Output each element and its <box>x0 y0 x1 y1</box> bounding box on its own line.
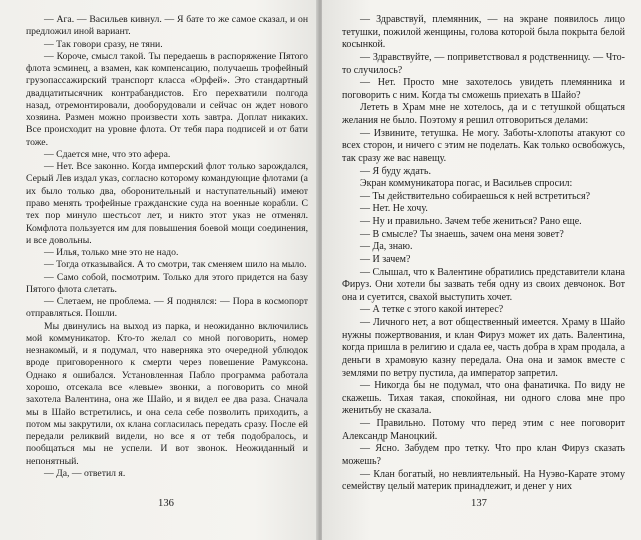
paragraph: — Ясно. Забудем про тетку. Что про клан Фируз сказать можешь? <box>342 443 625 467</box>
paragraph: — Слышал, что к Валентине обратились представители клана Фируз. Они хотели бы зазвать тебя одну из своих девчонок. Вот она и суетится, свахой выступить хочет. <box>342 266 625 303</box>
paragraph: — Никогда бы не подумал, что она фанатичка. По виду не скажешь. Тихая такая, спокойная, ни одного слова мне про женитьбу не сказала. <box>342 380 625 417</box>
paragraph: — Нет. Не хочу. <box>360 203 428 215</box>
page-number: 137 <box>471 498 487 509</box>
paragraph: — Да, знаю. <box>360 241 413 253</box>
paragraph: — Короче, смысл такой. Ты передаешь в распоряжение Пятого флота эсминец, а взамен, как компенсацию, получаешь трофейный грузопассажирский транспорт класса «Орфей». Это стандартный двадцатитысячник контрабандистов. Его перехватили полгода назад, отремонтировали, дооборудовали и сейчас он ждет нового хозяина. Размен можно произвести хоть завтра. Доплат никаких. Все происходит на уровне флота. От тебя пара подписей и от бати тоже. <box>26 50 308 148</box>
right-page <box>322 0 641 540</box>
paragraph: — Ага. — Васильев кивнул. — Я бате то же самое сказал, и он предложил иной вариант. <box>26 14 308 38</box>
paragraph: — Нет. Просто мне захотелось увидеть племянника и поговорить с ним. Когда ты сможешь приехать в Шайо? <box>342 77 625 101</box>
paragraph: — Да, — ответил я. <box>44 467 126 479</box>
paragraph: — Здравствуй, племянник, — на экране появилось лицо тетушки, пожилой женщины, голова которой была покрыта белой косынкой. <box>342 14 625 51</box>
paragraph: — Личного нет, а вот общественный имеется. Храму в Шайо нужны пожертвования, и клан Фируз может их дать. Валентина, когда пришла в религию и сдала ее, часть добра в храм продала, а деньги в храмовую казну передала. Она она и замок вместе с землями по ветру пустила, да император запретил. <box>342 317 625 379</box>
paragraph: Мы двинулись на выход из парка, и неожиданно включились мой коммуникатор. Кто-то желал со мной поговорить, номер незнакомый, и я подумал, что наверняка это очередной ублюдок вроде приговоренного к смерти через повешение Рамуксона. Однако я ошибался. Установленная Пабло программа работала хорошо, отсекала все «левые» звонки, а поговорить со мной захотела Валентина, она же Шайо, и я видел ее два раза. Сначала мы в Шайо встретились, и она села себе позволить приходить, а потом мы закрутили, ох клана согласилась передать сразу. После ей передали реликвий видели, но все я от тебя подобралось, и пообщаться мы не успели. И вот звонок. Неожиданный и непонятный. <box>26 320 308 467</box>
paragraph: Экран коммуникатора погас, и Васильев спросил: <box>360 178 573 190</box>
paragraph: — Ну и правильно. Зачем тебе жениться? Рано еще. <box>360 216 582 227</box>
paragraph: — Клан богатый, но невлиятельный. На Нуэво-Карате этому семейству целый материк принадлежит, и денег у них <box>342 468 625 493</box>
paragraph: — Сдается мне, что это афера. <box>44 148 171 160</box>
paragraph: — Здравствуйте, — поприветствовал я родственницу. — Что-то случилось? <box>342 51 625 76</box>
paragraph: — А тетке с этого какой интерес? <box>360 304 504 316</box>
paragraph: — В смысле? Ты знаешь, зачем она меня зовет? <box>360 228 564 240</box>
paragraph: — Правильно. Потому что перед этим с нее поговорит Александр Маноцкий. <box>342 418 625 442</box>
paragraph: — И зачем? <box>360 253 411 265</box>
paragraph: — Извините, тетушка. Не могу. Заботы-хлопоты атакуют со всех сторон, и ничего с этим не поделать. Как только освобожусь, так сразу же вас навещу. <box>342 127 625 164</box>
right-page-text <box>342 14 625 494</box>
left-page-text <box>26 14 308 480</box>
paragraph: — Я буду ждать. <box>360 165 431 177</box>
page-number: 136 <box>158 498 174 509</box>
paragraph: — Тогда отказывайся. А то смотри, так сменяем шило на мыло. <box>44 259 307 271</box>
paragraph: — Так говори сразу, не тяни. <box>44 38 163 50</box>
paragraph: — Само собой, посмотрим. Только для этого придется на базу Пятого флота слетать. <box>26 271 308 295</box>
left-page <box>0 0 318 540</box>
paragraph: Лететь в Храм мне не хотелось, да и с тетушкой общаться желания не было. Поэтому я решил отговориться делами: <box>342 102 625 126</box>
paragraph: — Илья, только мне это не надо. <box>44 247 179 259</box>
paragraph: — Слетаем, не проблема. — Я поднялся: — Пора в космопорт отправляться. Пошли. <box>26 296 308 320</box>
paragraph: — Нет. Все законно. Когда имперский флот только зарождался, Серый Лев издал указ, согласно которому командующие флотами (а их было только два, оборонительный и наступательный) имеют право менять трофейные гражданские суда на военные корабли. С тех пор минуло шестьсот лет, и никто этот указ не отменял. Комфлота пользуется им для повышения боевой мощи соединения, и все довольны. <box>26 161 308 246</box>
paragraph: — Ты действительно собираешься к ней встретиться? <box>360 190 591 202</box>
